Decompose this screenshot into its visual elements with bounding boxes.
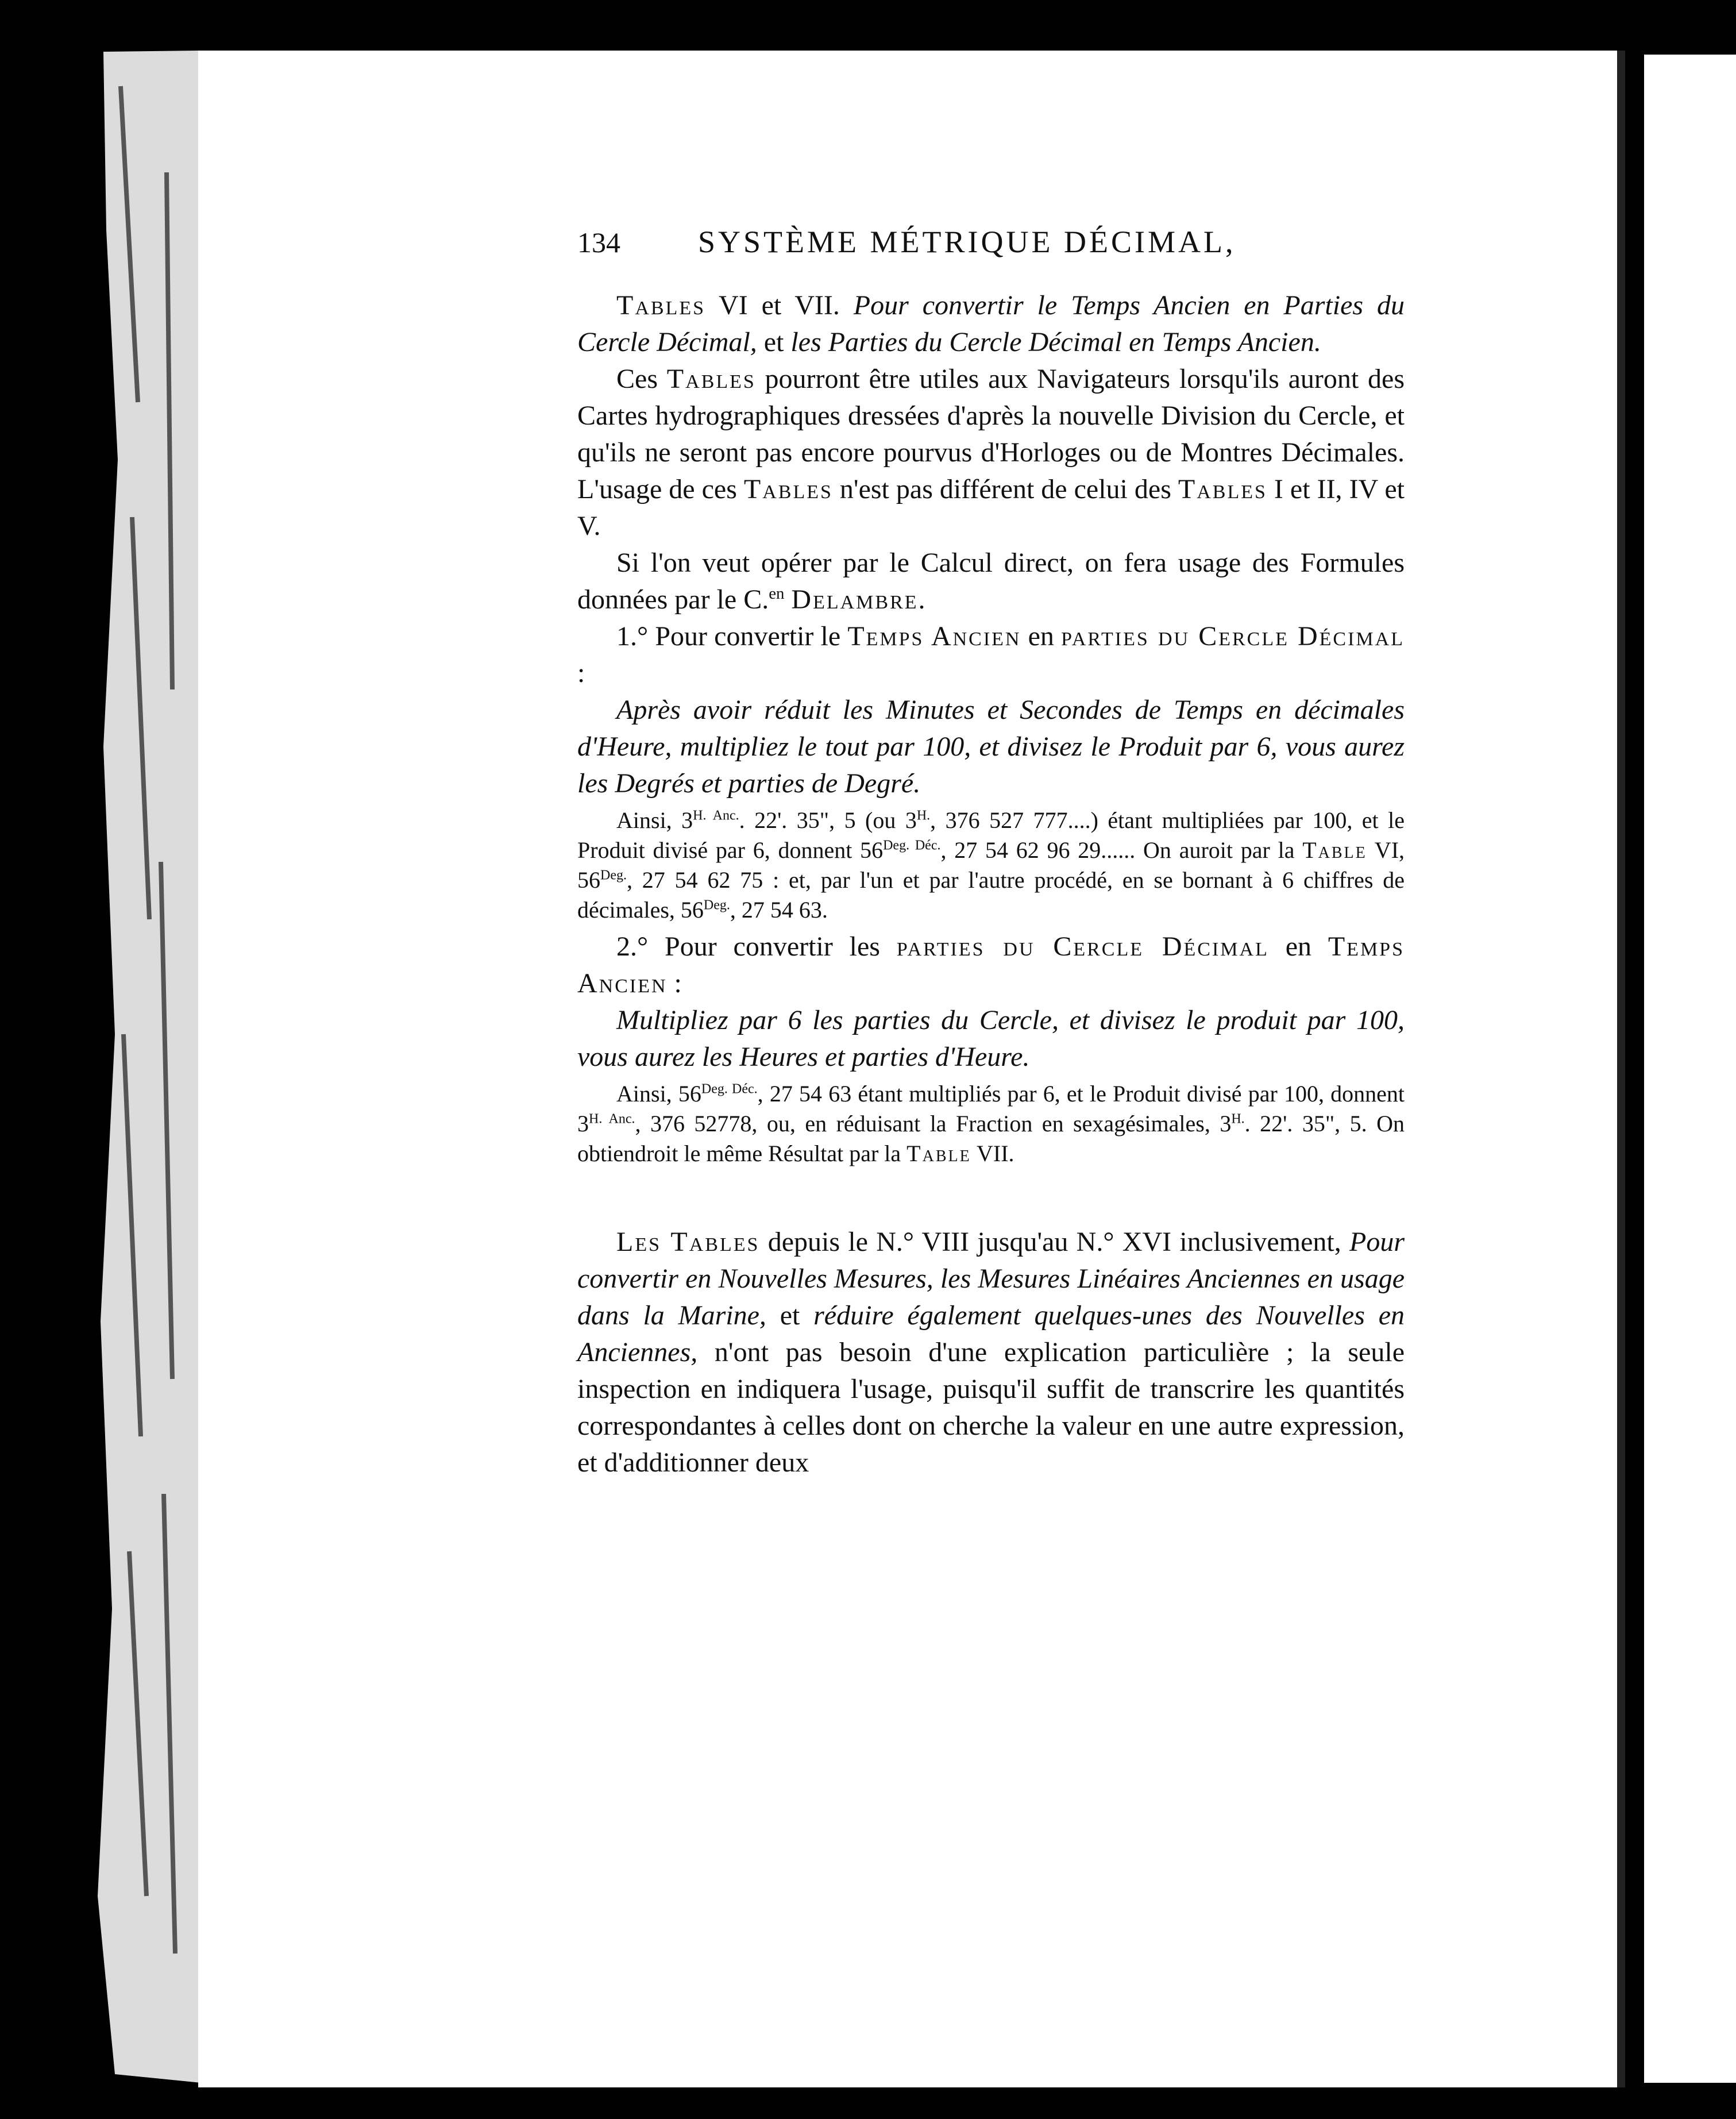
- text-run: Temps Ancien: [847, 621, 1021, 652]
- text-run: Multipliez par 6 les parties du Cercle, et divisez le produit par 100, vous aurez les Heures et parties d'Heure.: [577, 1005, 1405, 1072]
- text-run: pourront être utiles aux Navigateurs lorsqu'ils auront des Cartes hydrographiques dressées d'après la nouvelle Division du Cercle, et qu'ils ne seront pas encore pourvus d'Horloges ou de Montres Décimales. L'usage de ces: [577, 364, 1405, 504]
- text-run: et: [757, 327, 791, 357]
- text-run: Delambre.: [791, 584, 927, 615]
- text-run: depuis le N.° VIII jusqu'au N.° XVI inclusivement,: [759, 1227, 1349, 1257]
- text-run: les Parties du Cercle Décimal en Temps Ancien.: [790, 327, 1321, 357]
- paragraph-navigateurs: [577, 361, 1405, 545]
- paragraph-tables-viii-xvi: [577, 1224, 1405, 1481]
- text-run: , 27 54 62 75 : et, par l'un et par l'autre procédé, en se bornant à 6 chiffres de décimales, 56: [577, 867, 1405, 923]
- facing-page-edge: [1625, 55, 1644, 2083]
- text-run: 2.° Pour convertir les: [616, 931, 897, 962]
- page-number: 134: [577, 226, 620, 259]
- paragraph-rule-2: [577, 928, 1405, 1002]
- text-run: Ainsi, 56: [616, 1081, 701, 1107]
- text-run: , 27 54 62 96 29...... On auroit par la: [940, 837, 1303, 863]
- text-run: VI et VII.: [705, 290, 854, 321]
- text-run: Tables: [1178, 474, 1267, 504]
- text-run: . 22'. 35", 5. On obtiendroit le même Résultat par la: [577, 1111, 1405, 1166]
- superscript: H. Anc.: [589, 1111, 635, 1127]
- paragraph-example-1: [577, 806, 1405, 925]
- text-run: , 376 52778, ou, en réduisant la Fraction en sexagésimales, 3: [635, 1111, 1232, 1136]
- text-run: Si l'on veut opérer par le Calcul direct, on fera usage des Formules données par le C.: [577, 548, 1405, 615]
- superscript: Deg. Déc.: [701, 1081, 758, 1097]
- facing-page: [1644, 55, 1736, 2083]
- section-gap: [577, 1172, 1405, 1224]
- superscript: Deg.: [703, 897, 730, 913]
- superscript: en: [769, 584, 785, 603]
- text-run: parties du Cercle Décimal: [896, 931, 1269, 962]
- text-run: [784, 584, 791, 615]
- paragraph-calcul-direct: [577, 545, 1405, 618]
- text-run: 1.° Pour convertir le: [616, 621, 848, 652]
- text-run: Ces: [616, 364, 667, 394]
- running-title: SYSTÈME MÉTRIQUE DÉCIMAL,: [698, 225, 1236, 259]
- text-run: en: [1021, 621, 1062, 652]
- text-run: VI, 56: [577, 837, 1405, 893]
- superscript: H.: [1231, 1111, 1245, 1127]
- superscript: Deg.: [600, 868, 627, 883]
- paragraph-rule-1-italic: [577, 692, 1405, 802]
- text-run: et: [766, 1300, 814, 1331]
- text-run: :: [577, 658, 585, 688]
- text-run: Tables: [666, 364, 756, 394]
- text-run: VII.: [971, 1141, 1014, 1166]
- text-run: Pour convertir le Temps Ancien en Parties du Cercle Décimal,: [577, 290, 1405, 357]
- superscript: H. Anc.: [693, 808, 739, 823]
- text-run: n'ont pas besoin d'une explication particulière ; la seule inspection en indiquera l'usage, puisqu'il suffit de transcrire les quantités correspondantes à celles dont on cherche la valeur en une autre expression, et d'additionner deux: [577, 1337, 1405, 1478]
- paragraph-rule-1: [577, 618, 1405, 692]
- superscript: H.: [916, 808, 931, 823]
- text-run: réduire également quelques-unes des Nouvelles en Anciennes,: [577, 1300, 1405, 1367]
- text-run: Tables: [616, 290, 705, 321]
- text-run: . 22'. 35", 5 (ou 3: [739, 807, 917, 833]
- text-run: Tables: [743, 474, 833, 504]
- text-run: Après avoir réduit les Minutes et Secondes de Temps en décimales d'Heure, multipliez le tout par 100, et divisez le Produit par 6, vous aurez les Degrés et parties de Degré.: [577, 695, 1405, 799]
- text-run: I et II, IV et V.: [577, 474, 1405, 541]
- text-run: Temps Ancien: [577, 931, 1405, 999]
- paragraph-rule-2-italic: [577, 1002, 1405, 1076]
- gutter-shadow: [1617, 51, 1625, 2087]
- text-run: Les Tables: [616, 1227, 760, 1257]
- paragraph-example-2: [577, 1079, 1405, 1169]
- paragraph-tables-vi-vii: [577, 287, 1405, 361]
- text-run: Table: [906, 1141, 971, 1166]
- text-run: en: [1268, 931, 1328, 962]
- text-run: Pour convertir en Nouvelles Mesures, les Mesures Linéaires Anciennes en usage dans la Marine,: [577, 1227, 1405, 1331]
- text-run: , 27 54 63 étant multipliés par 6, et le Produit divisé par 100, donnent 3: [577, 1081, 1405, 1136]
- text-run: parties du Cercle Décimal: [1061, 621, 1405, 652]
- text-run: :: [667, 968, 682, 999]
- page-text: [577, 224, 1405, 1481]
- text-run: Ainsi, 3: [616, 807, 693, 833]
- text-run: , 376 527 777....) étant multipliées par 100, et le Produit divisé par 6, donnent 56: [577, 807, 1405, 863]
- superscript: Deg. Déc.: [883, 838, 941, 853]
- text-run: n'est pas différent de celui des: [832, 474, 1178, 504]
- running-head: [577, 224, 1405, 287]
- text-run: , 27 54 63.: [730, 897, 828, 923]
- text-run: Table: [1302, 837, 1367, 863]
